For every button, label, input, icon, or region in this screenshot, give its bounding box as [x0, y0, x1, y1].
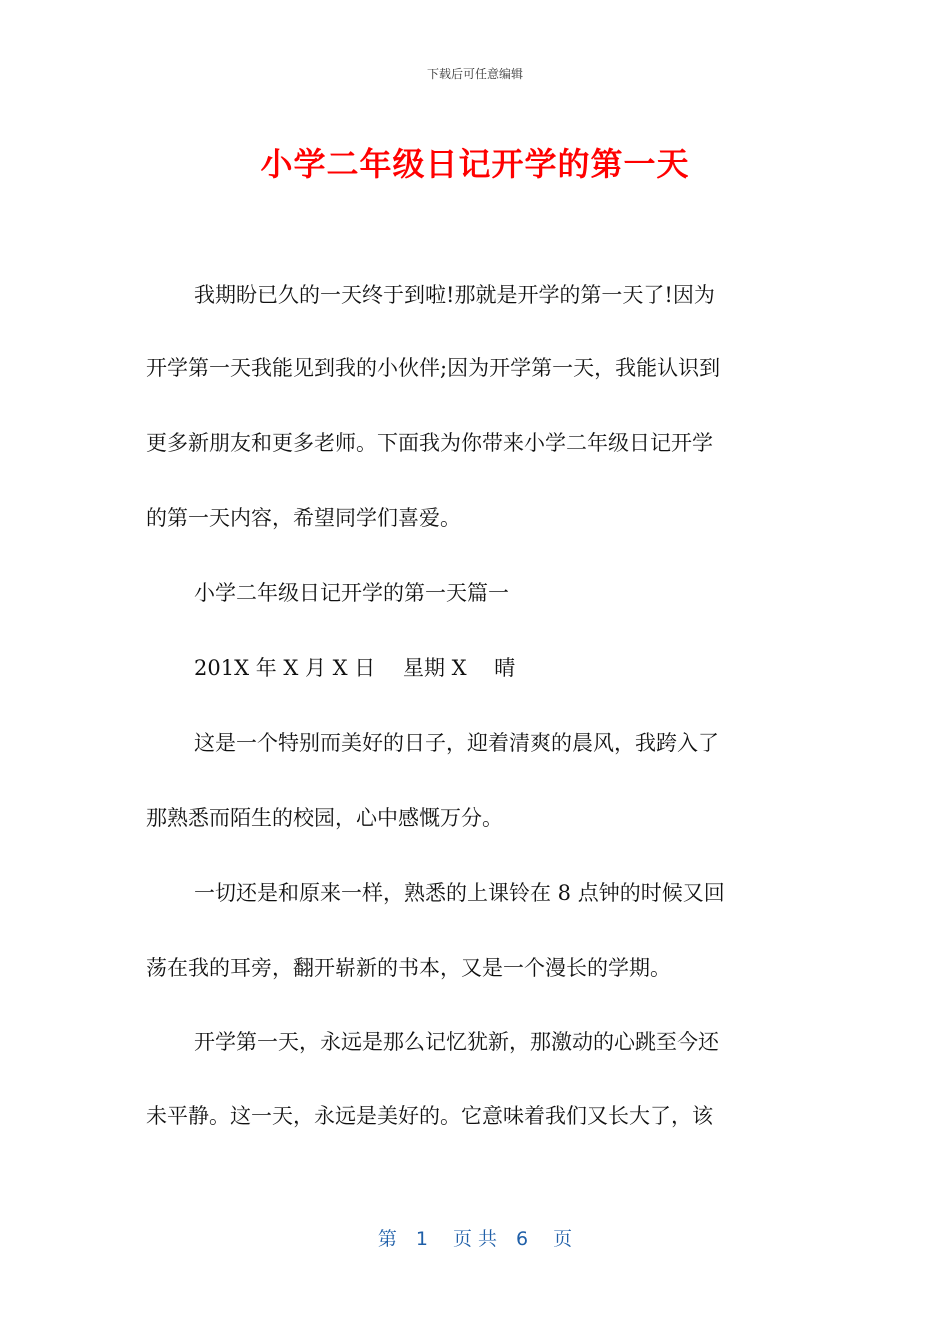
paragraph-line: 开学第一天，永远是那么记忆犹新，那激动的心跳至今还	[194, 1030, 719, 1054]
date-line: 201X 年 X 月 X 日 星期 X 晴	[194, 656, 516, 680]
paragraph-line: 更多新朋友和更多老师。下面我为你带来小学二年级日记开学	[146, 431, 713, 455]
paragraph-line: 未平静。这一天，永远是美好的。它意味着我们又长大了，该	[146, 1104, 713, 1128]
paragraph-line: 那熟悉而陌生的校园，心中感慨万分。	[146, 806, 503, 830]
section-heading: 小学二年级日记开学的第一天篇一	[194, 581, 509, 605]
paragraph-line: 的第一天内容，希望同学们喜爱。	[146, 506, 461, 530]
paragraph-line: 荡在我的耳旁，翻开崭新的书本，又是一个漫长的学期。	[146, 956, 671, 980]
page-number-footer: 第 1 页 共 6 页	[377, 1228, 573, 1250]
header-note: 下载后可任意编辑	[426, 67, 523, 81]
paragraph-line: 开学第一天我能见到我的小伙伴;因为开学第一天，我能认识到	[146, 356, 721, 380]
paragraph-line: 我期盼已久的一天终于到啦!那就是开学的第一天了!因为	[194, 283, 715, 307]
document-title: 小学二年级日记开学的第一天	[260, 145, 690, 183]
paragraph-line: 一切还是和原来一样，熟悉的上课铃在 8 点钟的时候又回	[194, 881, 725, 905]
paragraph-line: 这是一个特别而美好的日子，迎着清爽的晨风，我跨入了	[194, 731, 719, 755]
